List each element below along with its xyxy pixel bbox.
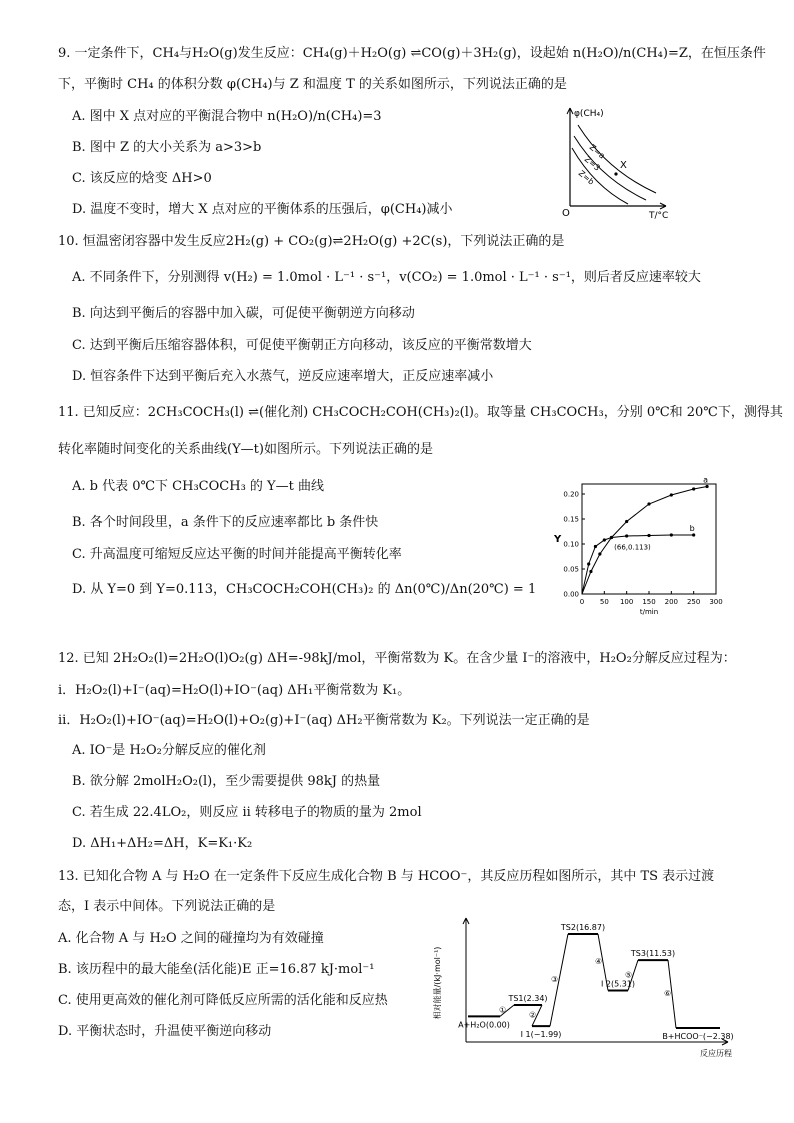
series-b-point [625,534,628,537]
q9-point-label: X [620,160,627,171]
q9-stem-line2: 下，平衡时 CH₄ 的体积分数 φ(CH₄)与 Z 和温度 T 的关系如图所示，下列说法正确的是 [58,77,567,92]
q11-option-a: A. b 代表 0℃下 CH₃COCH₃ 的 Y—t 曲线 [72,479,324,494]
series-b-point [692,533,695,536]
y-tick-label: 0.05 [563,565,579,574]
level-label: TS3(11.53) [630,949,676,959]
series-a-label: a [703,476,708,485]
series-a-point [670,493,673,496]
q12-option-c: C. 若生成 22.4LO₂，则反应 ii 转移电子的物质的量为 2mol [72,805,422,820]
q9-ylabel: φ(CH₄) [574,109,604,119]
q9-option-d: D. 温度不变时，增大 X 点对应的平衡体系的压强后，φ(CH₄)减小 [72,202,453,217]
q13-option-c: C. 使用更高效的催化剂可降低反应所需的活化能和反应热 [58,993,388,1008]
y-axis-label: Y [554,534,562,545]
q10-option-d: D. 恒容条件下达到平衡后充入水蒸气，逆反应速率增大，正反应速率减小 [72,369,494,384]
series-a-point [625,520,628,523]
q12-stem-line1: 12. 已知 2H₂O₂(l)=2H₂O(l)O₂(g) ΔH=-98kJ/mol，平衡常数为 K。在含少量 I⁻的溶液中，H₂O₂分解反应过程为： [58,651,736,666]
level-label: TS2(16.87) [560,923,606,932]
q10-stem: 10. 恒温密闭容器中发生反应2H₂(g) + CO₂(g)⇌2H₂O(g) +2C(s)，下列说法正确的是 [58,234,565,249]
q9-curve-a: Z=a [587,142,607,161]
plot-frame [582,484,716,594]
energy-y-label: 相对能量/(kJ·mol⁻¹) [433,946,442,1020]
q9-origin: O [562,208,570,219]
q12-option-a: A. IO⁻是 H₂O₂分解反应的催化剂 [72,743,266,758]
x-tick-label: 200 [664,598,679,606]
q10-option-c: C. 达到平衡后压缩容器体积，可促使平衡朝正方向移动，该反应的平衡常数增大 [72,338,532,353]
q12-option-b: B. 欲分解 2molH₂O₂(l)，至少需要提供 98kJ 的热量 [72,774,381,789]
series-b-point [670,533,673,536]
series-b-point [594,545,597,548]
x-tick-label: 100 [619,598,634,606]
q9-option-a: A. 图中 X 点对应的平衡混合物中 n(H₂O)/n(CH₄)=3 [72,109,382,124]
q9-stem-line1: 9. 一定条件下，CH₄与H₂O(g)发生反应：CH₄(g)＋H₂O(g) ⇌CO(g)＋3H₂(g)，设起始 n(H₂O)/n(CH₄)=Z，在恒压条件 [58,46,766,61]
y-tick-label: 0.00 [563,590,579,599]
level-label: A+H₂O(0.00) [458,1020,510,1030]
q9-xlabel: T/°C [649,211,669,221]
q11-option-b: B. 各个时间段里，a 条件下的反应速率都比 b 条件快 [72,515,379,530]
q10-option-a: A. 不同条件下，分别测得 v(H₂) = 1.0mol · L⁻¹ · s⁻¹，v(CO₂) = 1.0mol · L⁻¹ · s⁻¹，则后者反应速率较大 [72,270,701,285]
q13-stem-line1: 13. 已知化合物 A 与 H₂O 在一定条件下反应生成化合物 B 与 HCOO⁻，其反应历程如图所示，其中 TS 表示过渡 [58,869,715,884]
x-tick-label: 300 [709,598,723,606]
q11-stem-line1: 11. 已知反应：2CH₃COCH₃(l) ⇌(催化剂) CH₃COCH₂COH(CH₃)₂(l)。取等量 CH₃COCH₃，分别 0℃和 20℃下，测得其 [58,405,783,420]
q9-curve-b: Z=b [576,168,596,187]
series-a-point [647,502,650,505]
q13-stem-line2: 态，I 表示中间体。下列说法正确的是 [58,899,276,914]
q11-option-c: C. 升高温度可缩短反应达平衡的时间并能提高平衡转化率 [72,547,402,562]
annotation-point-label: (66,0.113) [614,543,651,552]
step-marker: ② [529,1010,537,1020]
series-b-point [603,538,606,541]
level-label: I 1(−1.99) [520,1030,562,1040]
series-a-point [705,485,708,488]
energy-profile-chart [428,912,740,1062]
step-marker: ⑤ [625,970,633,980]
step-marker: ③ [551,975,559,985]
q12-step-i: i．H₂O₂(l)+I⁻(aq)=H₂O(l)+IO⁻(aq) ΔH₁平衡常数为 K₁。 [58,683,411,698]
y-tick-label: 0.10 [563,540,579,549]
series-b-label: b [689,524,695,533]
q12-step-ii: ii．H₂O₂(l)+IO⁻(aq)=H₂O(l)+O₂(g)+I⁻(aq) ΔH₂平衡常数为 K₂。下列说法一定正确的是 [58,713,590,728]
series-b-point [610,536,613,539]
q12-option-d: D. ΔH₁+ΔH₂=ΔH，K=K₁·K₂ [72,836,253,851]
q11-option-d: D. 从 Y=0 到 Y=0.113，CH₃COCH₂COH(CH₃)₂ 的 Δn(0℃)/Δn(20℃) = 1 [72,582,537,597]
q9-curve-3: Z=3 [582,154,602,173]
q10-option-b: B. 向达到平衡后的容器中加入碳，可促使平衡朝逆方向移动 [72,306,415,321]
level-label: B+HCOO⁻(−2.38) [662,1032,734,1041]
y-tick-label: 0.20 [563,490,579,499]
x-tick-label: 150 [642,598,656,606]
curve-z-3 [574,136,646,200]
x-tick-label: 50 [599,598,609,606]
step-marker: ① [499,1005,507,1015]
step-marker: ④ [595,957,603,967]
series-b-point [647,534,650,537]
q13-option-b: B. 该历程中的最大能垒(活化能)E 正=16.87 kJ·mol⁻¹ [58,962,375,977]
y-tick-label: 0.15 [563,515,579,524]
x-tick-label: 0 [579,598,585,606]
series-b-point [587,562,590,565]
q9-option-c: C. 该反应的焓变 ΔH>0 [72,171,212,186]
q9-figure [556,100,676,222]
series-a-line [582,487,707,595]
series-a-point [692,487,695,490]
step-marker: ⑥ [664,989,672,999]
q11-stem-line2: 转化率随时间变化的关系曲线(Y—t)如图所示。下列说法正确的是 [58,442,433,457]
x-axis-label: t/min [639,608,659,616]
level-label: I 2(5.31) [600,979,636,989]
series-a-point [589,570,592,573]
q13-option-d: D. 平衡状态时，升温使平衡逆向移动 [58,1024,272,1039]
level-label: TS1(2.34) [508,993,548,1003]
series-a-point [598,552,601,555]
q13-option-a: A. 化合物 A 与 H₂O 之间的碰撞均为有效碰撞 [58,931,324,946]
energy-x-label: 反应历程 [700,1049,732,1058]
x-tick-label: 250 [686,598,701,606]
conversion-chart [548,476,728,616]
point-x [614,172,617,175]
q9-option-b: B. 图中 Z 的大小关系为 a>3>b [72,140,262,155]
